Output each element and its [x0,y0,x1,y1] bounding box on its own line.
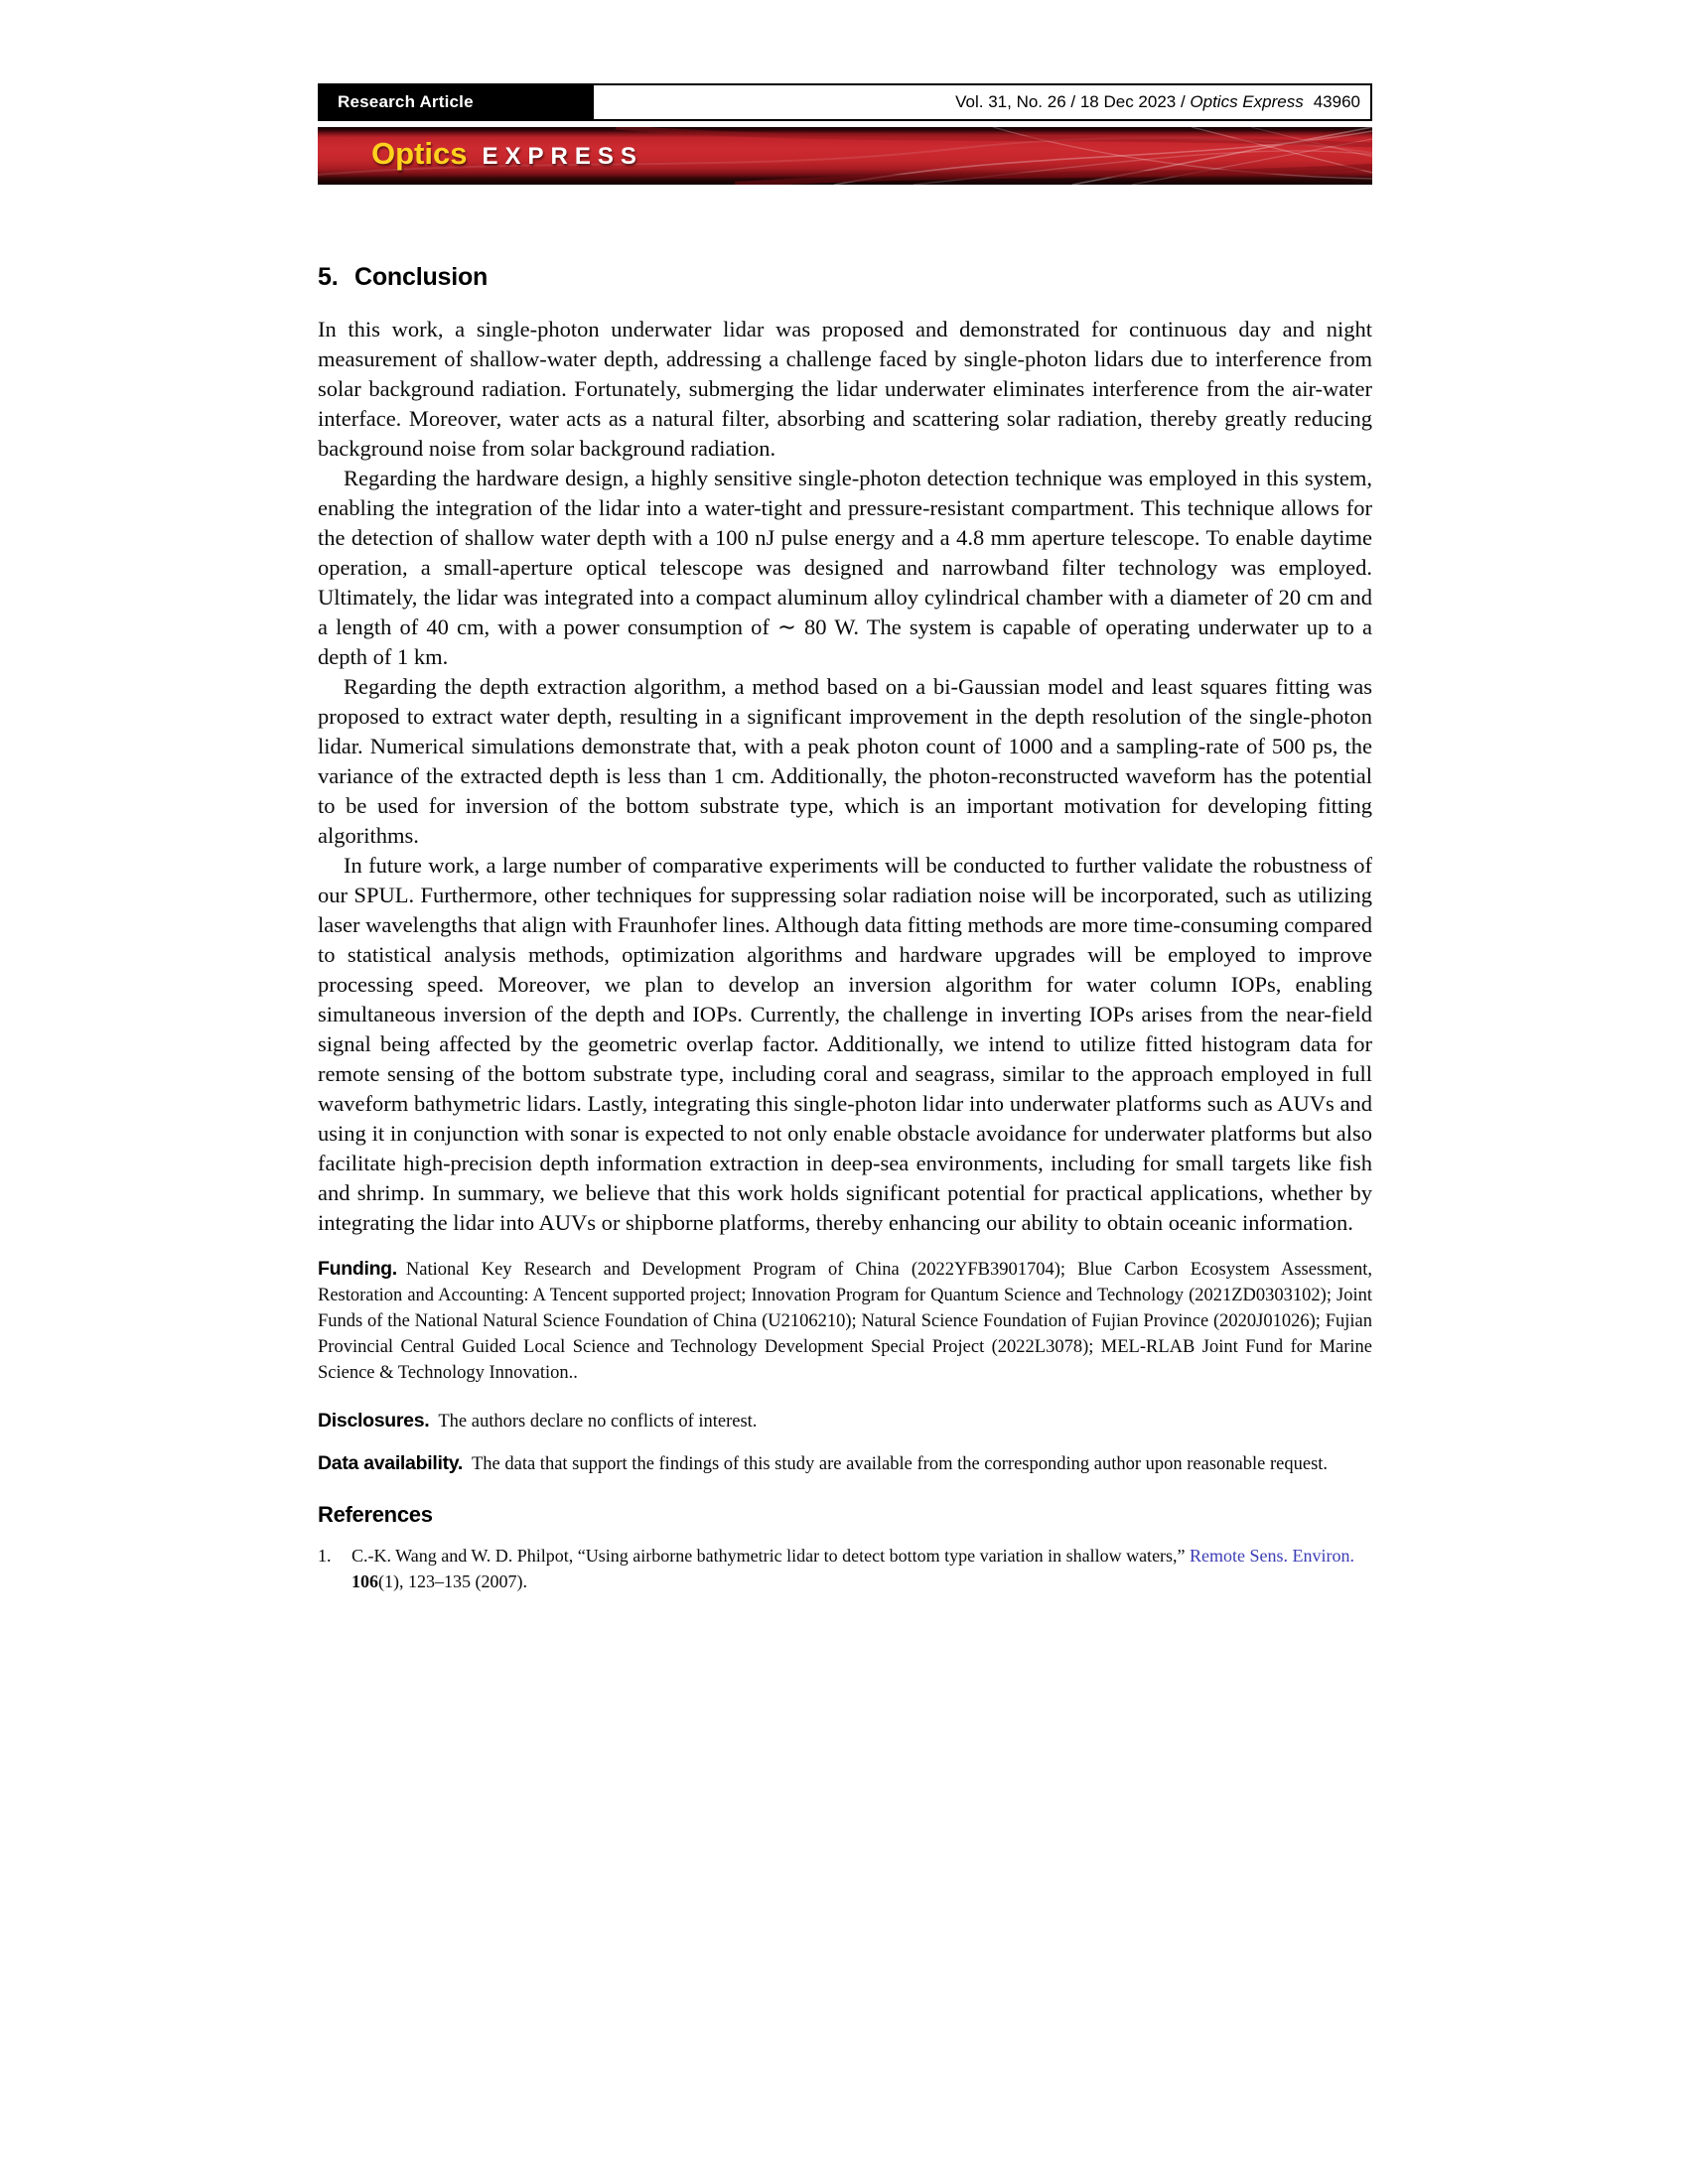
disclosures-text: The authors declare no conflicts of interest. [438,1412,758,1432]
logo-word-optics: Optics [371,136,468,171]
volume-info-text: Vol. 31, No. 26 / 18 Dec 2023 / [955,92,1191,111]
section-title: Conclusion [354,263,489,291]
funding-label: Funding. [318,1258,397,1280]
reference-number: 1. [318,1546,332,1566]
section-heading [318,263,1372,291]
reference-authors-title: C.-K. Wang and W. D. Philpot, “Using airborne bathymetric lidar to detect bottom type variation in shallow waters,” [352,1546,1191,1566]
optics-express-logo [371,136,643,172]
funding-section [318,1256,1372,1386]
reference-item [318,1543,1372,1594]
journal-page-number: 43960 [1313,92,1360,111]
data-availability-section [318,1450,1372,1477]
data-availability-label: Data availability. [318,1452,463,1474]
funding-text: National Key Research and Development Program of China (2022YFB3901704); Blue Carbon Ecosystem Assessment, Restoration and Accounting: A Tencent supported project; Innovation Program for Quantum Science and Technology (2021ZD0303102); Joint Funds of the National Natural Science Foundation of China (U2106210); Natural Science Foundation of Fujian Province (2020J01026); Fujian Provincial Central Guided Local Science and Technology Development Special Project (2022L3078); MEL-RLAB Joint Fund for Marine Science & Technology Innovation.. [318,1260,1372,1383]
references-heading: References [318,1502,433,1527]
reference-pages-year: (1), 123–135 (2007). [378,1571,527,1591]
conclusion-paragraph-4: In future work, a large number of comparative experiments will be conducted to further validate the robustness of our SPUL. Furthermore, other techniques for suppressing solar radiation noise will be incorporated, such as utilizing laser wavelengths that align with Fraunhofer lines. Although data fitting methods are more time-consuming compared to statistical analysis methods, optimization algorithms and hardware upgrades will be employed to improve processing speed. Moreover, we plan to develop an inversion algorithm for water column IOPs, enabling simultaneous inversion of the depth and IOPs. Currently, the challenge in inverting IOPs arises from the near-field signal being affected by the geometric overlap factor. Additionally, we intend to utilize fitted histogram data for remote sensing of the bottom substrate type, including coral and seagrass, similar to the approach employed in full waveform bathymetric lidars. Lastly, integrating this single-photon lidar into underwater platforms such as AUVs and using it in conjunction with sonar is expected to not only enable obstacle avoidance for underwater platforms but also facilitate high-precision depth information extraction in deep-sea environments, including for small targets like fish and shrimp. In summary, we believe that this work holds significant potential for practical applications, whether by integrating the lidar into AUVs or shipborne platforms, thereby enhancing our ability to obtain oceanic information. [318,853,1372,1235]
journal-banner [318,127,1372,185]
section-number: 5. [318,263,339,291]
disclosures-section [318,1408,1372,1434]
volume-info-box [592,83,1372,121]
logo-word-express: EXPRESS [482,143,643,170]
article-type-badge: Research Article [318,83,592,121]
reference-volume: 106 [352,1571,378,1591]
conclusion-paragraph-2: Regarding the hardware design, a highly sensitive single-photon detection technique was employed in this system, enabling the integration of the lidar into a water-tight and pressure-resistant compartment. This technique allows for the detection of shallow water depth with a 100 nJ pulse energy and a 4.8 mm aperture telescope. To enable daytime operation, a small-aperture optical telescope was designed and narrowband filter technology was employed. Ultimately, the lidar was integrated into a compact aluminum alloy cylindrical chamber with a diameter of 20 cm and a length of 40 cm, with a power consumption of ∼ 80 W. The system is capable of operating underwater up to a depth of 1 km. [318,466,1372,669]
article-content [318,263,1372,1594]
conclusion-paragraph-3: Regarding the depth extraction algorithm, a method based on a bi-Gaussian model and least squares fitting was proposed to extract water depth, resulting in a significant improvement in the depth resolution of the single-photon lidar. Numerical simulations demonstrate that, with a peak photon count of 1000 and a sampling-rate of 500 ps, the variance of the extracted depth is less than 1 cm. Additionally, the photon-reconstructed waveform has the potential to be used for inversion of the bottom substrate type, which is an important motivation for developing fitting algorithms. [318,674,1372,848]
disclosures-label: Disclosures. [318,1410,430,1432]
reference-journal-link[interactable]: Remote Sens. Environ. [1190,1546,1355,1566]
page-header [318,83,1372,121]
journal-name: Optics Express [1190,92,1304,111]
conclusion-paragraph-1: In this work, a single-photon underwater lidar was proposed and demonstrated for continuous day and night measurement of shallow-water depth, addressing a challenge faced by single-photon lidars due to interference from solar background radiation. Fortunately, submerging the lidar underwater eliminates interference from the air-water interface. Moreover, water acts as a natural filter, absorbing and scattering solar radiation, thereby greatly reducing background noise from solar background radiation. [318,317,1372,461]
data-availability-text: The data that support the findings of this study are available from the corresponding author upon reasonable request. [471,1454,1329,1474]
